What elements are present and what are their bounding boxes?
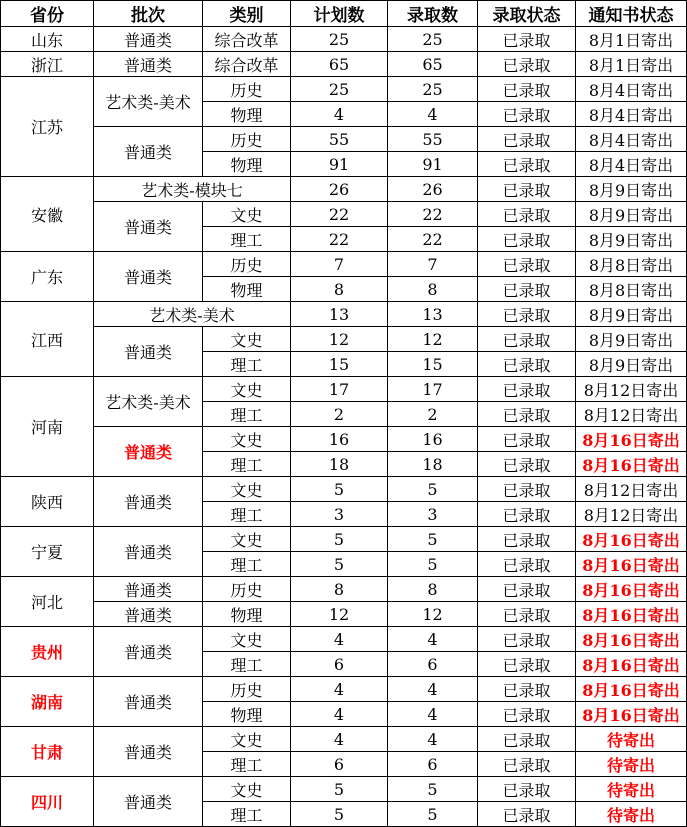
admitted-cell: 5	[388, 777, 478, 802]
batch-cell: 普通类	[94, 127, 203, 177]
batch-cell: 普通类	[94, 677, 203, 727]
notice-cell: 8月16日寄出	[576, 527, 687, 552]
notice-cell: 8月4日寄出	[576, 77, 687, 102]
notice-cell: 待寄出	[576, 727, 687, 752]
plan-cell: 15	[291, 352, 388, 377]
plan-cell: 25	[291, 27, 388, 52]
status-cell: 已录取	[478, 302, 576, 327]
admitted-cell: 16	[388, 427, 478, 452]
table-row	[1, 77, 687, 102]
table-row	[1, 177, 687, 202]
plan-cell: 5	[291, 552, 388, 577]
notice-cell: 8月4日寄出	[576, 152, 687, 177]
plan-cell: 4	[291, 727, 388, 752]
category-cell: 综合改革	[203, 52, 291, 77]
province-cell: 宁夏	[1, 527, 94, 577]
notice-cell: 8月12日寄出	[576, 477, 687, 502]
category-cell: 文史	[203, 627, 291, 652]
table-row	[1, 377, 687, 402]
table-row	[1, 602, 687, 627]
notice-cell: 8月9日寄出	[576, 202, 687, 227]
table-row	[1, 727, 687, 752]
plan-cell: 2	[291, 402, 388, 427]
province-cell: 四川	[1, 777, 94, 827]
status-cell: 已录取	[478, 677, 576, 702]
header-category: 类别	[203, 1, 291, 27]
status-cell: 已录取	[478, 102, 576, 127]
batch-cell: 普通类	[94, 202, 203, 252]
admitted-cell: 22	[388, 227, 478, 252]
batch-cell: 艺术类-美术	[94, 302, 291, 327]
status-cell: 已录取	[478, 402, 576, 427]
plan-cell: 12	[291, 602, 388, 627]
province-cell: 湖南	[1, 677, 94, 727]
notice-cell: 8月9日寄出	[576, 302, 687, 327]
status-cell: 已录取	[478, 577, 576, 602]
category-cell: 理工	[203, 652, 291, 677]
admitted-cell: 13	[388, 302, 478, 327]
table-row	[1, 202, 687, 227]
status-cell: 已录取	[478, 627, 576, 652]
admitted-cell: 4	[388, 677, 478, 702]
status-cell: 已录取	[478, 527, 576, 552]
status-cell: 已录取	[478, 277, 576, 302]
province-cell: 河南	[1, 377, 94, 477]
notice-cell: 8月12日寄出	[576, 402, 687, 427]
status-cell: 已录取	[478, 127, 576, 152]
admitted-cell: 3	[388, 502, 478, 527]
batch-cell: 普通类	[94, 477, 203, 527]
batch-cell: 普通类	[94, 27, 203, 52]
admitted-cell: 55	[388, 127, 478, 152]
category-cell: 物理	[203, 602, 291, 627]
admitted-cell: 5	[388, 802, 478, 827]
notice-cell: 8月9日寄出	[576, 352, 687, 377]
notice-cell: 8月16日寄出	[576, 427, 687, 452]
admitted-cell: 7	[388, 252, 478, 277]
status-cell: 已录取	[478, 552, 576, 577]
batch-cell: 艺术类-模块七	[94, 177, 291, 202]
status-cell: 已录取	[478, 427, 576, 452]
plan-cell: 5	[291, 777, 388, 802]
notice-cell: 8月4日寄出	[576, 102, 687, 127]
province-cell: 甘肃	[1, 727, 94, 777]
batch-cell: 普通类	[94, 727, 203, 777]
province-cell: 浙江	[1, 52, 94, 77]
table-row	[1, 52, 687, 77]
batch-cell: 普通类	[94, 52, 203, 77]
plan-cell: 6	[291, 752, 388, 777]
status-cell: 已录取	[478, 52, 576, 77]
table-row	[1, 677, 687, 702]
status-cell: 已录取	[478, 327, 576, 352]
admitted-cell: 15	[388, 352, 478, 377]
admitted-cell: 4	[388, 102, 478, 127]
plan-cell: 25	[291, 77, 388, 102]
status-cell: 已录取	[478, 727, 576, 752]
plan-cell: 22	[291, 202, 388, 227]
table-row	[1, 577, 687, 602]
admitted-cell: 5	[388, 552, 478, 577]
category-cell: 物理	[203, 702, 291, 727]
table-row	[1, 327, 687, 352]
province-cell: 贵州	[1, 627, 94, 677]
province-cell: 江西	[1, 302, 94, 377]
batch-cell: 普通类	[94, 777, 203, 827]
plan-cell: 4	[291, 702, 388, 727]
header-status: 录取状态	[478, 1, 576, 27]
admitted-cell: 8	[388, 277, 478, 302]
status-cell: 已录取	[478, 452, 576, 477]
province-cell: 陕西	[1, 477, 94, 527]
notice-cell: 8月1日寄出	[576, 27, 687, 52]
admitted-cell: 65	[388, 52, 478, 77]
category-cell: 物理	[203, 277, 291, 302]
header-admitted: 录取数	[388, 1, 478, 27]
table-row	[1, 527, 687, 552]
plan-cell: 7	[291, 252, 388, 277]
header-province: 省份	[1, 1, 94, 27]
admitted-cell: 4	[388, 702, 478, 727]
category-cell: 历史	[203, 77, 291, 102]
table-row	[1, 27, 687, 52]
plan-cell: 55	[291, 127, 388, 152]
category-cell: 物理	[203, 152, 291, 177]
status-cell: 已录取	[478, 152, 576, 177]
notice-cell: 8月16日寄出	[576, 602, 687, 627]
batch-cell: 艺术类-美术	[94, 377, 203, 427]
notice-cell: 8月16日寄出	[576, 452, 687, 477]
status-cell: 已录取	[478, 802, 576, 827]
category-cell: 文史	[203, 327, 291, 352]
plan-cell: 13	[291, 302, 388, 327]
plan-cell: 4	[291, 627, 388, 652]
notice-cell: 8月16日寄出	[576, 552, 687, 577]
notice-cell: 8月8日寄出	[576, 252, 687, 277]
category-cell: 历史	[203, 577, 291, 602]
plan-cell: 5	[291, 802, 388, 827]
admitted-cell: 12	[388, 602, 478, 627]
category-cell: 文史	[203, 477, 291, 502]
table-row	[1, 252, 687, 277]
notice-cell: 8月16日寄出	[576, 627, 687, 652]
status-cell: 已录取	[478, 652, 576, 677]
notice-cell: 8月9日寄出	[576, 177, 687, 202]
plan-cell: 12	[291, 327, 388, 352]
category-cell: 理工	[203, 452, 291, 477]
category-cell: 文史	[203, 727, 291, 752]
plan-cell: 91	[291, 152, 388, 177]
notice-cell: 8月16日寄出	[576, 677, 687, 702]
category-cell: 综合改革	[203, 27, 291, 52]
header-batch: 批次	[94, 1, 203, 27]
plan-cell: 16	[291, 427, 388, 452]
notice-cell: 8月12日寄出	[576, 377, 687, 402]
category-cell: 物理	[203, 102, 291, 127]
notice-cell: 8月16日寄出	[576, 652, 687, 677]
province-cell: 河北	[1, 577, 94, 627]
batch-cell: 普通类	[94, 627, 203, 677]
province-cell: 山东	[1, 27, 94, 52]
notice-cell: 8月9日寄出	[576, 227, 687, 252]
province-cell: 安徽	[1, 177, 94, 252]
notice-cell: 8月8日寄出	[576, 277, 687, 302]
admitted-cell: 4	[388, 627, 478, 652]
table-row	[1, 127, 687, 152]
status-cell: 已录取	[478, 777, 576, 802]
admitted-cell: 5	[388, 477, 478, 502]
notice-cell: 8月4日寄出	[576, 127, 687, 152]
plan-cell: 26	[291, 177, 388, 202]
category-cell: 文史	[203, 527, 291, 552]
batch-cell: 普通类	[94, 427, 203, 477]
header-notice: 通知书状态	[576, 1, 687, 27]
notice-cell: 待寄出	[576, 802, 687, 827]
category-cell: 理工	[203, 552, 291, 577]
header-plan: 计划数	[291, 1, 388, 27]
admitted-cell: 25	[388, 77, 478, 102]
category-cell: 历史	[203, 252, 291, 277]
table-row	[1, 627, 687, 652]
batch-cell: 艺术类-美术	[94, 77, 203, 127]
admitted-cell: 6	[388, 652, 478, 677]
status-cell: 已录取	[478, 77, 576, 102]
notice-cell: 8月1日寄出	[576, 52, 687, 77]
status-cell: 已录取	[478, 752, 576, 777]
notice-cell: 8月9日寄出	[576, 327, 687, 352]
category-cell: 理工	[203, 802, 291, 827]
category-cell: 历史	[203, 127, 291, 152]
plan-cell: 4	[291, 102, 388, 127]
admitted-cell: 18	[388, 452, 478, 477]
category-cell: 理工	[203, 227, 291, 252]
admitted-cell: 22	[388, 202, 478, 227]
admitted-cell: 5	[388, 527, 478, 552]
plan-cell: 6	[291, 652, 388, 677]
admitted-cell: 2	[388, 402, 478, 427]
notice-cell: 待寄出	[576, 777, 687, 802]
category-cell: 理工	[203, 752, 291, 777]
plan-cell: 3	[291, 502, 388, 527]
status-cell: 已录取	[478, 27, 576, 52]
admitted-cell: 91	[388, 152, 478, 177]
status-cell: 已录取	[478, 252, 576, 277]
status-cell: 已录取	[478, 602, 576, 627]
status-cell: 已录取	[478, 702, 576, 727]
plan-cell: 18	[291, 452, 388, 477]
category-cell: 历史	[203, 677, 291, 702]
plan-cell: 8	[291, 277, 388, 302]
table-row	[1, 477, 687, 502]
admitted-cell: 8	[388, 577, 478, 602]
status-cell: 已录取	[478, 377, 576, 402]
plan-cell: 5	[291, 527, 388, 552]
notice-cell: 待寄出	[576, 752, 687, 777]
category-cell: 文史	[203, 377, 291, 402]
notice-cell: 8月16日寄出	[576, 577, 687, 602]
plan-cell: 17	[291, 377, 388, 402]
admitted-cell: 25	[388, 27, 478, 52]
batch-cell: 普通类	[94, 252, 203, 302]
province-cell: 江苏	[1, 77, 94, 177]
category-cell: 文史	[203, 202, 291, 227]
status-cell: 已录取	[478, 202, 576, 227]
table-row	[1, 777, 687, 802]
plan-cell: 65	[291, 52, 388, 77]
admitted-cell: 26	[388, 177, 478, 202]
header-row	[1, 1, 687, 27]
category-cell: 理工	[203, 352, 291, 377]
category-cell: 理工	[203, 502, 291, 527]
batch-cell: 普通类	[94, 577, 203, 602]
batch-cell: 普通类	[94, 527, 203, 577]
province-cell: 广东	[1, 252, 94, 302]
status-cell: 已录取	[478, 177, 576, 202]
status-cell: 已录取	[478, 502, 576, 527]
table-row	[1, 427, 687, 452]
admitted-cell: 6	[388, 752, 478, 777]
category-cell: 文史	[203, 777, 291, 802]
status-cell: 已录取	[478, 477, 576, 502]
batch-cell: 普通类	[94, 327, 203, 377]
status-cell: 已录取	[478, 352, 576, 377]
batch-cell: 普通类	[94, 602, 203, 627]
plan-cell: 5	[291, 477, 388, 502]
admitted-cell: 12	[388, 327, 478, 352]
notice-cell: 8月12日寄出	[576, 502, 687, 527]
plan-cell: 22	[291, 227, 388, 252]
category-cell: 理工	[203, 402, 291, 427]
admitted-cell: 4	[388, 727, 478, 752]
plan-cell: 8	[291, 577, 388, 602]
category-cell: 文史	[203, 427, 291, 452]
notice-cell: 8月16日寄出	[576, 702, 687, 727]
status-cell: 已录取	[478, 227, 576, 252]
plan-cell: 4	[291, 677, 388, 702]
table-row	[1, 302, 687, 327]
admitted-cell: 17	[388, 377, 478, 402]
